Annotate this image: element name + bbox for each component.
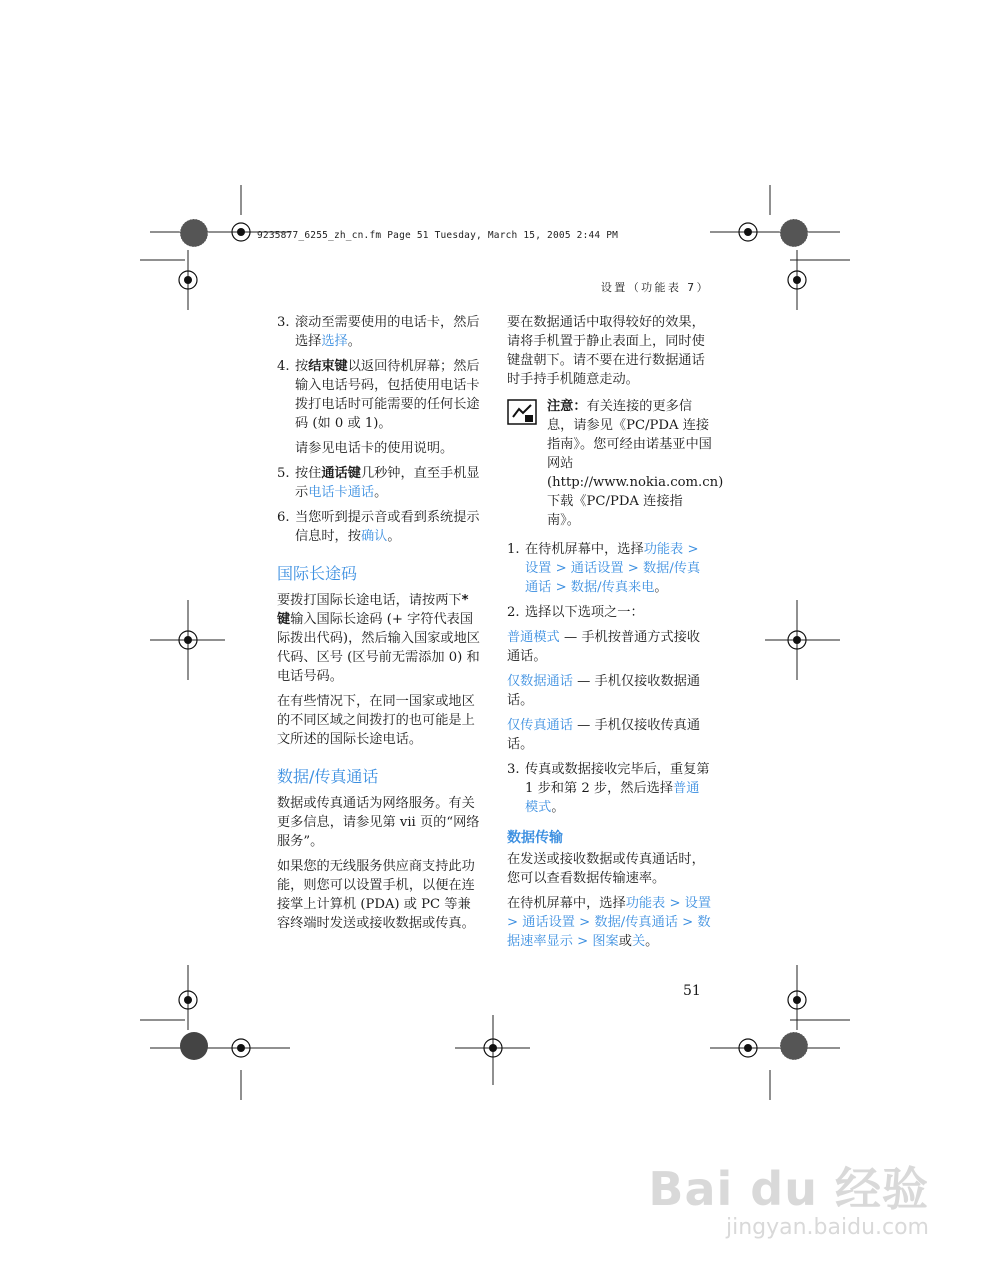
option-item: 仅数据通话 — 手机仅接收数据通话。	[507, 674, 701, 708]
item-number: 3.	[277, 315, 290, 330]
key-name: 通话键	[321, 466, 361, 481]
left-column	[277, 313, 483, 939]
item-number: 6.	[277, 510, 290, 525]
file-info-header: 9235877_6255_zh_cn.fm Page 51 Tuesday, March 15, 2005 2:44 PM	[257, 230, 619, 241]
list-item: 3. 滚动至需要使用的电话卡，然后选择选择。	[277, 315, 480, 349]
note-text: 有关连接的更多信息，请参见《PC/PDA 连接指南》。您可经由诺基亚中国网站 (http://www.nokia.com.cn) 下载《PC/PDA 连接指南》。	[547, 399, 724, 528]
item-number: 3.	[507, 762, 520, 777]
item-text: 滚动至需要使用的电话卡，然后选择	[295, 315, 480, 349]
right-column	[507, 313, 724, 957]
list-item: 3. 传真或数据接收完毕后，重复第 1 步和第 2 步，然后选择普通模式。	[507, 762, 710, 815]
menu-link: 电话卡通话	[308, 485, 375, 500]
option-name: 仅传真通话	[507, 718, 573, 733]
paragraph: 如果您的无线服务供应商支持此功能，则您可以设置手机，以便在连接掌上计算机 (PDA) 或 PC 等兼容终端时发送或接收数据或传真。	[277, 859, 475, 931]
list-item: 6. 当您听到提示音或看到系统提示信息时，按确认。	[277, 510, 480, 544]
paragraph: 要拨打国际长途电话，请按两下* 键输入国际长途码 (+ 字符代表国际拨出代码)，然后输入国家或地区代码、区号 (区号前无需添加 0) 和电话号码。	[277, 593, 480, 684]
key-name: * 键	[277, 593, 469, 627]
watermark	[648, 1153, 929, 1240]
paragraph: 在有些情况下，在同一国家或地区的不同区域之间拨打的也可能是上文所述的国际长途电话。	[277, 694, 475, 747]
option-item: 仅传真通话 — 手机仅接收传真通话。	[507, 718, 701, 752]
item-number: 1.	[507, 542, 520, 557]
section-title: 数据/传真通话	[277, 767, 379, 786]
section-title: 数据传输	[507, 830, 563, 846]
watermark-url: jingyan.baidu.com	[725, 1215, 929, 1240]
running-head: 设置（功能表 7）	[600, 281, 710, 294]
menu-path: 功能表 > 设置 > 通话设置 > 数据/传真通话 > 数据速率显示 > 图案	[507, 896, 712, 949]
list-item: 2. 选择以下选项之一：	[507, 605, 644, 620]
watermark-brand: Bai du 经验	[648, 1162, 929, 1216]
page-number: 51	[683, 983, 701, 999]
menu-link: 确认	[360, 529, 388, 544]
option-item: 普通模式 — 手机按普通方式接收通话。	[507, 630, 701, 664]
item-number: 4.	[277, 359, 290, 374]
menu-link: 关	[631, 934, 646, 949]
paragraph: 数据或传真通话为网络服务。有关更多信息，请参见第 vii 页的“网络服务”。	[277, 796, 480, 849]
key-name: 结束键	[308, 359, 348, 374]
item-note: 请参见电话卡的使用说明。	[295, 441, 454, 456]
section-title: 国际长途码	[277, 564, 358, 583]
item-number: 2.	[507, 605, 520, 620]
note-icon	[507, 399, 537, 431]
paragraph: 在待机屏幕中，选择功能表 > 设置 > 通话设置 > 数据/传真通话 > 数据速率显示 > 图案或关。	[507, 896, 712, 949]
paragraph: 要在数据通话中取得较好的效果，请将手机置于静止表面上，同时使键盘朝下。请不要在进行数据通话时手持手机随意走动。	[507, 315, 705, 387]
item-text: 以返回待机屏幕；然后输入电话号码，包括使用电话卡拨打电话时可能需要的任何长途码 (如 0 或 1)。	[295, 359, 480, 431]
item-number: 5.	[277, 466, 290, 481]
list-item: 5. 按住通话键几秒钟，直至手机显示电话卡通话。	[277, 466, 480, 500]
option-name: 普通模式	[507, 630, 560, 645]
note-label: 注意：	[547, 399, 587, 414]
list-item: 1. 在待机屏幕中，选择功能表 > 设置 > 通话设置 > 数据/传真通话 > 数据/传真来电。	[507, 542, 701, 595]
menu-link: 选择	[321, 334, 348, 349]
menu-link: 普通模式	[525, 781, 700, 815]
menu-path: 功能表 > 设置 > 通话设置 > 数据/传真通话 > 数据/传真来电	[525, 542, 701, 595]
paragraph: 在发送或接收数据或传真通话时，您可以查看数据传输速率。	[507, 852, 705, 886]
note-box	[507, 397, 724, 530]
option-name: 仅数据通话	[507, 674, 573, 689]
list-item: 4. 按结束键以返回待机屏幕；然后输入电话号码，包括使用电话卡拨打电话时可能需要的任何长途码 (如 0 或 1)。	[277, 359, 480, 431]
